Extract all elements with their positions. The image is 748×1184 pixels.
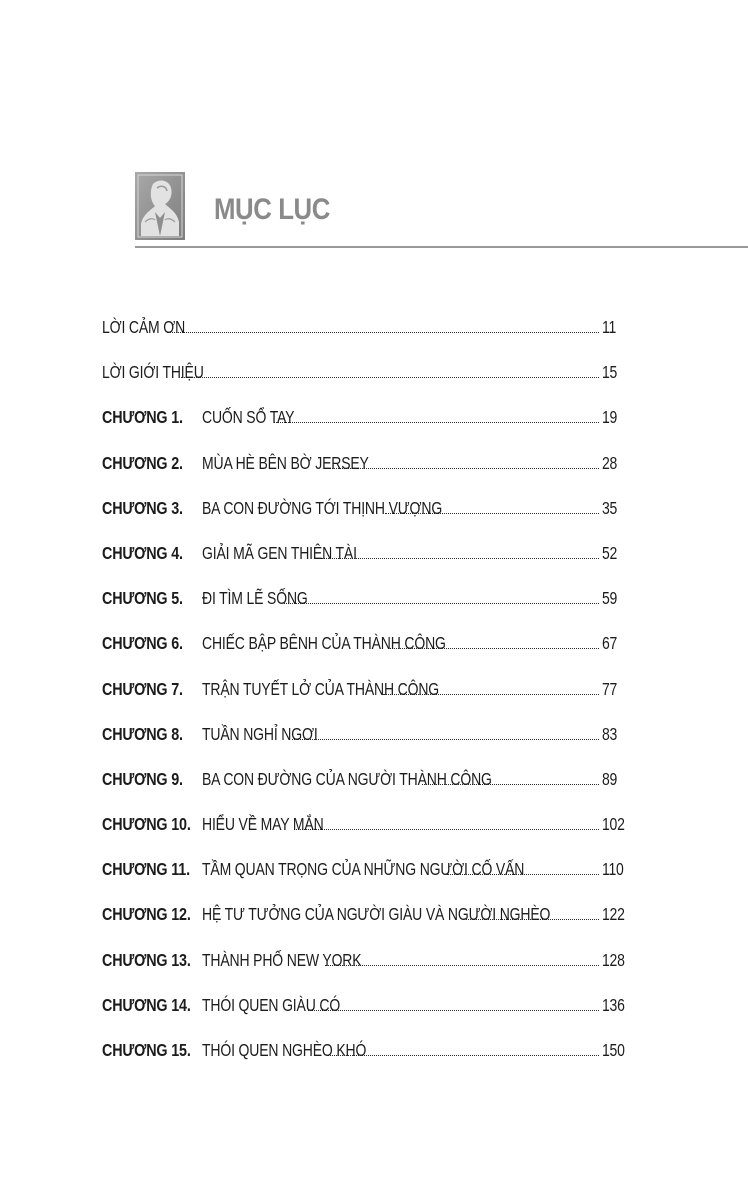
page-number: 28 [602, 452, 618, 473]
header-divider [135, 246, 748, 248]
chapter-number: CHƯƠNG 8. [102, 723, 183, 744]
entry-title: THÀNH PHỐ NEW YORK [202, 949, 362, 970]
dot-leader [321, 557, 599, 559]
page-number: 110 [602, 859, 624, 880]
chapter-number: CHƯƠNG 3. [102, 497, 183, 518]
dot-leader [284, 602, 599, 604]
portrait-silhouette-icon [135, 172, 185, 240]
entry-title: ĐI TÌM LẼ SỐNG [202, 588, 308, 609]
chapter-number: CHƯƠNG 4. [102, 542, 183, 563]
toc-entry[interactable] [102, 1038, 628, 1083]
page-number: 102 [602, 814, 625, 835]
chapter-number: CHƯƠNG 2. [102, 452, 183, 473]
page-number: 11 [602, 317, 617, 337]
page-number: 122 [602, 904, 625, 925]
chapter-number: CHƯƠNG 12. [102, 904, 191, 925]
chapter-number: CHƯƠNG 7. [102, 678, 183, 699]
entry-title: GIẢI MÃ GEN THIÊN TÀI [202, 542, 357, 563]
toc-entry[interactable] [102, 451, 628, 496]
chapter-number: CHƯƠNG 10. [102, 814, 191, 835]
toc-entry[interactable] [102, 315, 628, 360]
dot-leader [325, 964, 599, 966]
entry-title: TUẦN NGHỈ NGƠI [202, 723, 318, 744]
entry-title: BA CON ĐƯỜNG TỚI THỊNH VƯỢNG [202, 497, 443, 518]
toc-entry[interactable] [102, 993, 628, 1038]
toc-entry[interactable] [102, 586, 628, 631]
page-number: 136 [602, 994, 625, 1015]
entry-title: THÓI QUEN GIÀU CÓ [202, 994, 341, 1015]
toc-entry[interactable] [102, 677, 628, 722]
toc-header [135, 172, 748, 250]
chapter-number: CHƯƠNG 9. [102, 768, 183, 789]
table-of-contents [102, 315, 628, 1083]
dot-leader [292, 738, 599, 740]
toc-entry[interactable] [102, 857, 628, 902]
toc-entry[interactable] [102, 948, 628, 993]
entry-title: CUỐN SỔ TAY [202, 407, 295, 428]
page-number: 59 [602, 588, 618, 609]
toc-entry[interactable] [102, 405, 628, 450]
toc-entry[interactable] [102, 767, 628, 812]
toc-entry[interactable] [102, 541, 628, 586]
page-number: 83 [602, 723, 618, 744]
chapter-number: CHƯƠNG 6. [102, 633, 183, 654]
entry-title: CHIẾC BẬP BÊNH CỦA THÀNH CÔNG [202, 633, 446, 654]
page-number: 19 [602, 407, 618, 428]
page-number: 52 [602, 542, 618, 563]
page-title: MỤC LỤC [214, 193, 330, 226]
toc-entry[interactable] [102, 631, 628, 676]
entry-title: MÙA HÈ BÊN BỜ JERSEY [202, 452, 369, 473]
page-number: 77 [602, 678, 618, 699]
dot-leader [308, 1009, 599, 1011]
chapter-number: CHƯƠNG 11. [102, 859, 190, 880]
dot-leader [328, 1054, 599, 1056]
page-number: 150 [602, 1040, 625, 1060]
toc-entry[interactable] [102, 902, 628, 947]
entry-title: HIỂU VỀ MAY MẮN [202, 814, 324, 835]
dot-leader [274, 421, 599, 423]
chapter-number: CHƯƠNG 5. [102, 588, 183, 609]
page-number: 15 [602, 362, 618, 383]
toc-entry[interactable] [102, 722, 628, 767]
dot-leader [167, 331, 599, 333]
toc-entry[interactable] [102, 812, 628, 857]
chapter-number: CHƯƠNG 15. [102, 1040, 191, 1060]
entry-title: TẦM QUAN TRỌNG CỦA NHỮNG NGƯỜI CỐ VẤN [202, 859, 525, 880]
entry-title: HỆ TƯ TƯỞNG CỦA NGƯỜI GIÀU VÀ NGƯỜI NGHÈO [202, 904, 551, 925]
toc-entry[interactable] [102, 496, 628, 541]
page-number: 35 [602, 497, 618, 518]
dot-leader [181, 376, 599, 378]
entry-title: TRẬN TUYẾT LỞ CỦA THÀNH CÔNG [202, 678, 440, 699]
chapter-number: CHƯƠNG 1. [102, 407, 183, 428]
page-number: 67 [602, 633, 618, 654]
chapter-number: CHƯƠNG 14. [102, 994, 191, 1015]
entry-title: BA CON ĐƯỜNG CỦA NGƯỜI THÀNH CÔNG [202, 768, 492, 789]
page-number: 128 [602, 949, 625, 970]
entry-title: THÓI QUEN NGHÈO KHÓ [202, 1040, 367, 1060]
dot-leader [330, 467, 599, 469]
page-number: 89 [602, 768, 618, 789]
toc-entry[interactable] [102, 360, 628, 405]
dot-leader [296, 828, 599, 830]
entry-title: LỜI CẢM ƠN [102, 317, 186, 337]
chapter-number: CHƯƠNG 13. [102, 949, 191, 970]
entry-title: LỜI GIỚI THIỆU [102, 362, 204, 383]
